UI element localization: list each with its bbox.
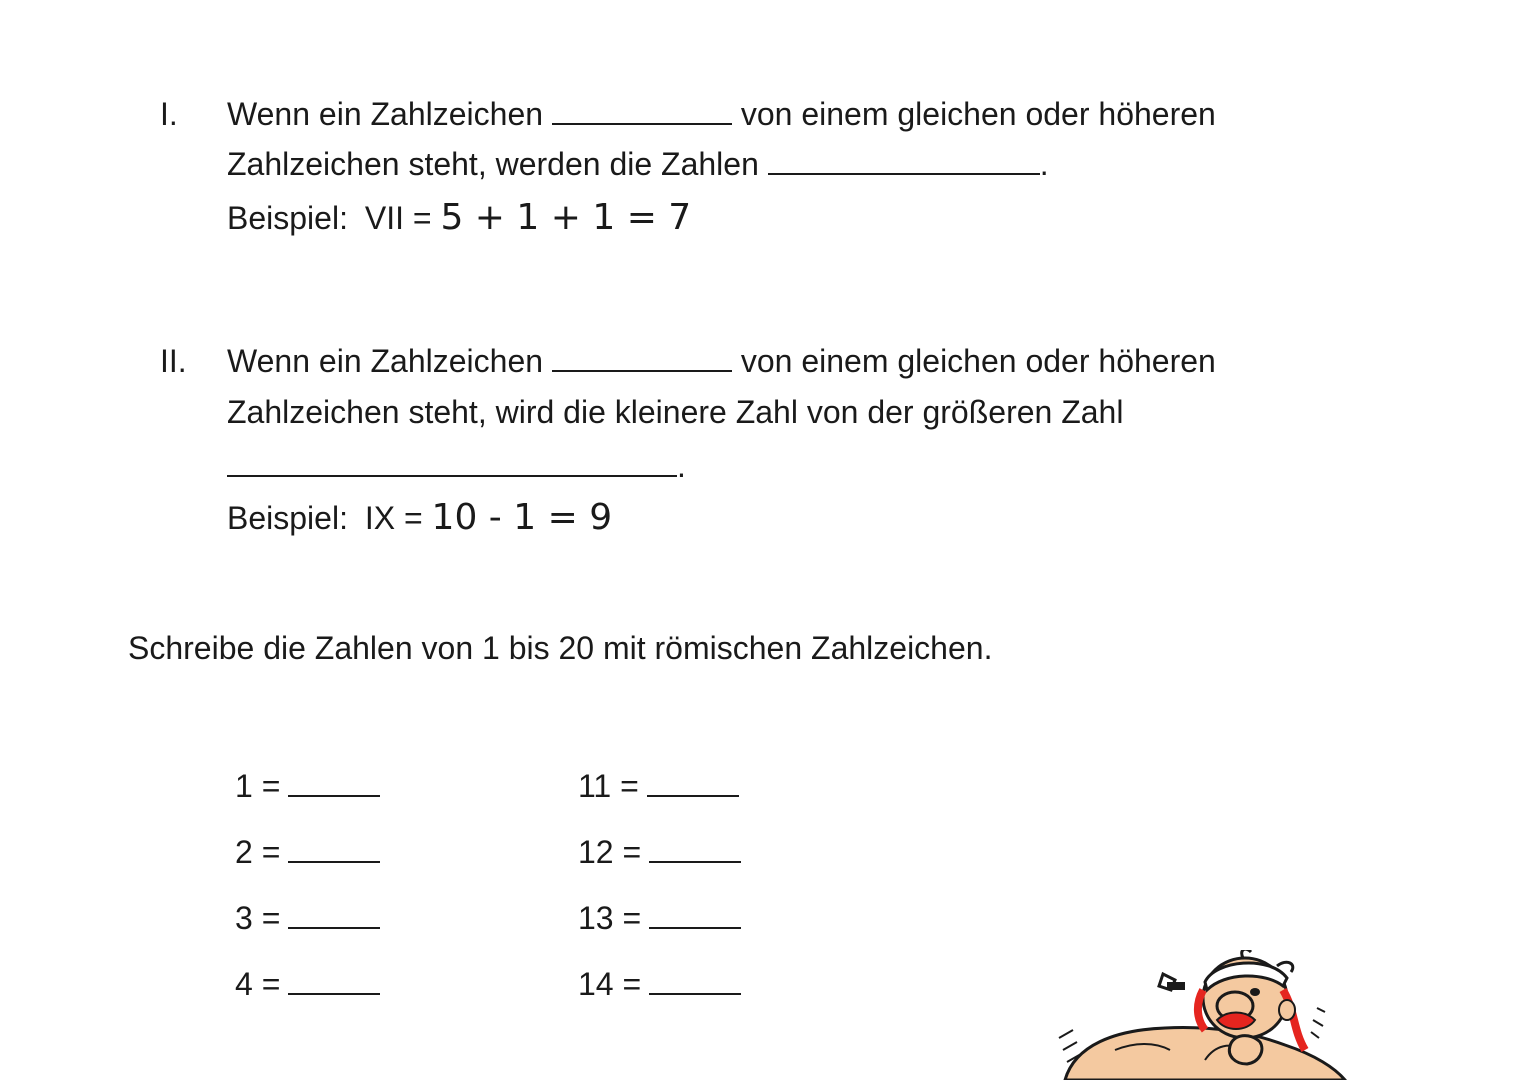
rule-1-blank-2[interactable]: [768, 145, 1040, 175]
rule-2-period: .: [677, 448, 686, 484]
exercise-label: 11 =: [578, 768, 639, 804]
rule-2-text-pre: Wenn ein Zahlzeichen: [227, 343, 544, 379]
exercise-row: [578, 766, 739, 806]
rule-1-example-lhs: VII =: [364, 200, 432, 236]
exercise-label: 3 =: [235, 900, 281, 936]
rule-2-line-2: Zahlzeichen steht, wird die kleinere Zahl von der größeren Zahl: [227, 394, 1124, 430]
rule-1-example-label: Beispiel:: [227, 200, 348, 236]
rule-2-example-label: Beispiel:: [227, 500, 348, 536]
exercise-row: [578, 964, 741, 1004]
rule-1-line-2: [227, 144, 1049, 184]
answer-blank[interactable]: [288, 833, 380, 863]
exercise-label: 2 =: [235, 834, 281, 870]
exercise-row: [235, 832, 380, 872]
rule-2-example-rhs: 10 - 1 = 9: [431, 497, 613, 538]
rule-2-line-1: [227, 341, 1216, 381]
rule-1-example: [227, 198, 691, 238]
answer-blank[interactable]: [288, 767, 380, 797]
rule-1-blank-1[interactable]: [552, 95, 732, 125]
exercise-row: [235, 766, 380, 806]
exercise-row: [235, 898, 380, 938]
rule-1-numeral: I.: [160, 96, 178, 132]
exercise-label: 14 =: [578, 966, 642, 1002]
exercise-label: 4 =: [235, 966, 281, 1002]
rule-1-line-1: [227, 94, 1216, 134]
rule-2-line-3: [227, 446, 686, 486]
rule-1-text-line2: Zahlzeichen steht, werden die Zahlen: [227, 146, 759, 182]
answer-blank[interactable]: [649, 965, 741, 995]
answer-blank[interactable]: [288, 965, 380, 995]
answer-blank[interactable]: [288, 899, 380, 929]
rule-1-text-post: von einem gleichen oder höheren: [740, 96, 1216, 132]
exercise-label: 13 =: [578, 900, 642, 936]
rule-2-text-post: von einem gleichen oder höheren: [740, 343, 1216, 379]
instruction-text: Schreibe die Zahlen von 1 bis 20 mit römischen Zahlzeichen.: [128, 630, 993, 666]
exercise-row: [578, 898, 741, 938]
exercise-row: [578, 832, 741, 872]
rule-2-numeral: II.: [160, 343, 187, 379]
answer-blank[interactable]: [649, 899, 741, 929]
rule-2-example-lhs: IX =: [364, 500, 423, 536]
rule-2-example: [227, 498, 612, 538]
exercise-label: 12 =: [578, 834, 642, 870]
rule-1-text-pre: Wenn ein Zahlzeichen: [227, 96, 544, 132]
answer-blank[interactable]: [649, 833, 741, 863]
rule-2-blank-1[interactable]: [552, 342, 732, 372]
exercise-row: [235, 964, 380, 1004]
cartoon-mascot-illustration: [1055, 950, 1355, 1080]
rule-1-example-rhs: 5 + 1 + 1 = 7: [440, 197, 692, 238]
rule-1-period: .: [1039, 146, 1049, 182]
exercise-label: 1 =: [235, 768, 281, 804]
rule-2-blank-2[interactable]: [227, 447, 677, 477]
answer-blank[interactable]: [647, 767, 739, 797]
